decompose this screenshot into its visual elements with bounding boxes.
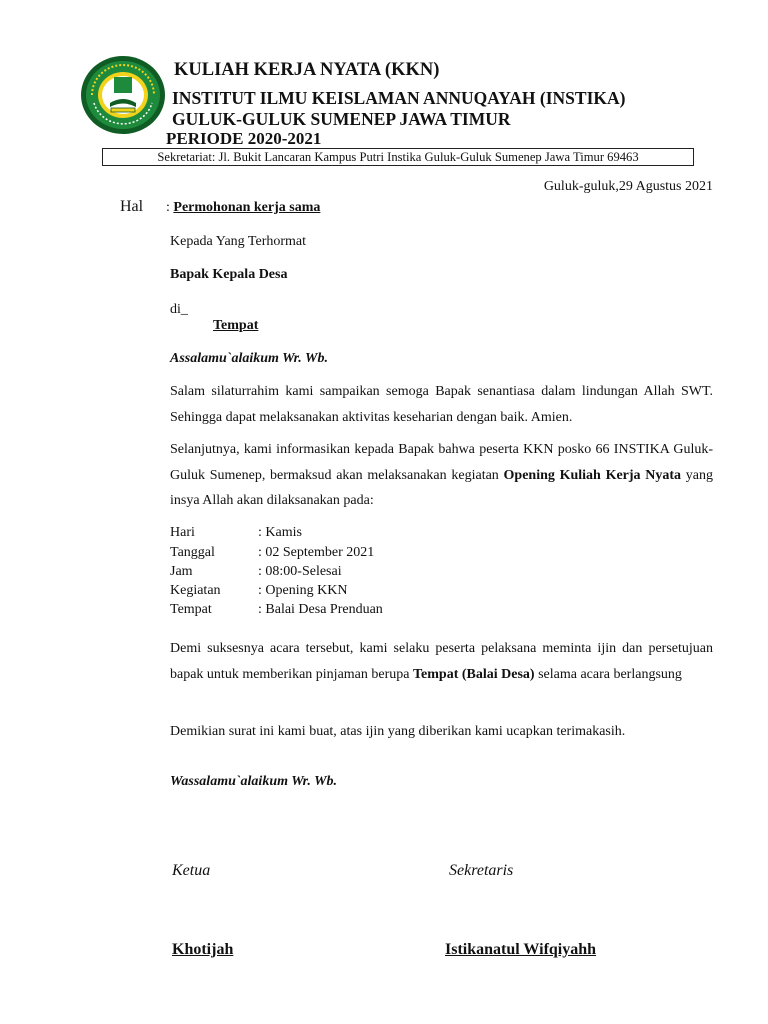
detail-value-hari: : Kamis xyxy=(258,525,302,540)
letterhead-title: KULIAH KERJA NYATA (KKN) xyxy=(174,60,440,80)
signature-role-ketua: Ketua xyxy=(172,862,211,879)
signature-name-ketua: Khotijah xyxy=(172,941,234,958)
subject-label: Hal xyxy=(120,198,144,215)
letter-date: Guluk-guluk,29 Agustus 2021 xyxy=(543,179,713,194)
requested-place-bold: Tempat (Balai Desa) xyxy=(412,666,535,682)
detail-label-tanggal: Tanggal xyxy=(170,545,215,560)
instika-seal-icon xyxy=(80,55,166,135)
signature-role-sekretaris: Sekretaris xyxy=(449,862,514,879)
letterhead-address: Sekretariat: Jl. Bukit Lancaran Kampus Putri Instika Guluk-Guluk Sumenep Jawa Timur 69463 xyxy=(102,148,694,166)
event-name-bold: Opening Kuliah Kerja Nyata xyxy=(503,467,682,483)
detail-value-jam: : 08:00-Selesai xyxy=(258,564,342,579)
detail-value-kegiatan: : Opening KKN xyxy=(258,583,348,598)
institution-logo xyxy=(80,55,166,135)
detail-label-jam: Jam xyxy=(170,564,193,579)
paragraph-request-text: Demi suksesnya acara tersebut, kami selaku peserta pelaksana meminta ijin dan persetujuan bapak untuk memberikan pinjaman berupa xyxy=(170,641,713,682)
paragraph-information xyxy=(170,437,713,514)
detail-value-tempat: : Balai Desa Prenduan xyxy=(258,602,383,617)
letterhead-location: GULUK-GULUK SUMENEP JAWA TIMUR xyxy=(172,109,511,129)
recipient-name: Bapak Kepala Desa xyxy=(170,267,288,282)
subject-line xyxy=(166,200,320,216)
paragraph-information-text: Selanjutnya, kami informasikan kepada Bapak bahwa peserta KKN posko 66 INSTIKA Guluk-Guluk Sumenep, bermaksud akan melaksanakan kegiatan xyxy=(170,442,713,483)
detail-value-tanggal: : 02 September 2021 xyxy=(258,545,375,560)
paragraph-information-tail: yang insya Allah akan dilaksanakan pada: xyxy=(170,467,713,508)
detail-label-tempat: Tempat xyxy=(170,602,212,617)
letterhead-period: PERIODE 2020-2021 xyxy=(166,129,322,148)
signature-name-sekretaris: Istikanatul Wifqiyahh xyxy=(445,941,597,958)
paragraph-closing: Demikian surat ini kami buat, atas ijin yang diberikan kami ucapkan terimakasih. xyxy=(170,724,626,739)
paragraph-request-tail: selama acara berlangsung xyxy=(534,666,682,682)
subject-value: Permohonan kerja sama xyxy=(173,200,321,215)
recipient-di: di_ xyxy=(170,302,188,317)
opening-greeting: Assalamu`alaikum Wr. Wb. xyxy=(170,351,328,366)
closing-greeting: Wassalamu`alaikum Wr. Wb. xyxy=(170,774,338,789)
salutation-kepada: Kepada Yang Terhormat xyxy=(170,234,307,249)
paragraph-request xyxy=(170,636,713,687)
recipient-place: Tempat xyxy=(213,318,259,333)
detail-label-hari: Hari xyxy=(170,525,195,540)
subject-separator: : xyxy=(166,200,174,215)
detail-label-kegiatan: Kegiatan xyxy=(170,583,221,598)
paragraph-intro: Salam silaturrahim kami sampaikan semoga Bapak senantiasa dalam lindungan Allah SWT. Sehingga dapat melaksanakan aktivitas keseharian dengan baik. Amien. xyxy=(170,384,713,425)
letterhead-institution: INSTITUT ILMU KEISLAMAN ANNUQAYAH (INSTIKA) xyxy=(172,88,626,108)
